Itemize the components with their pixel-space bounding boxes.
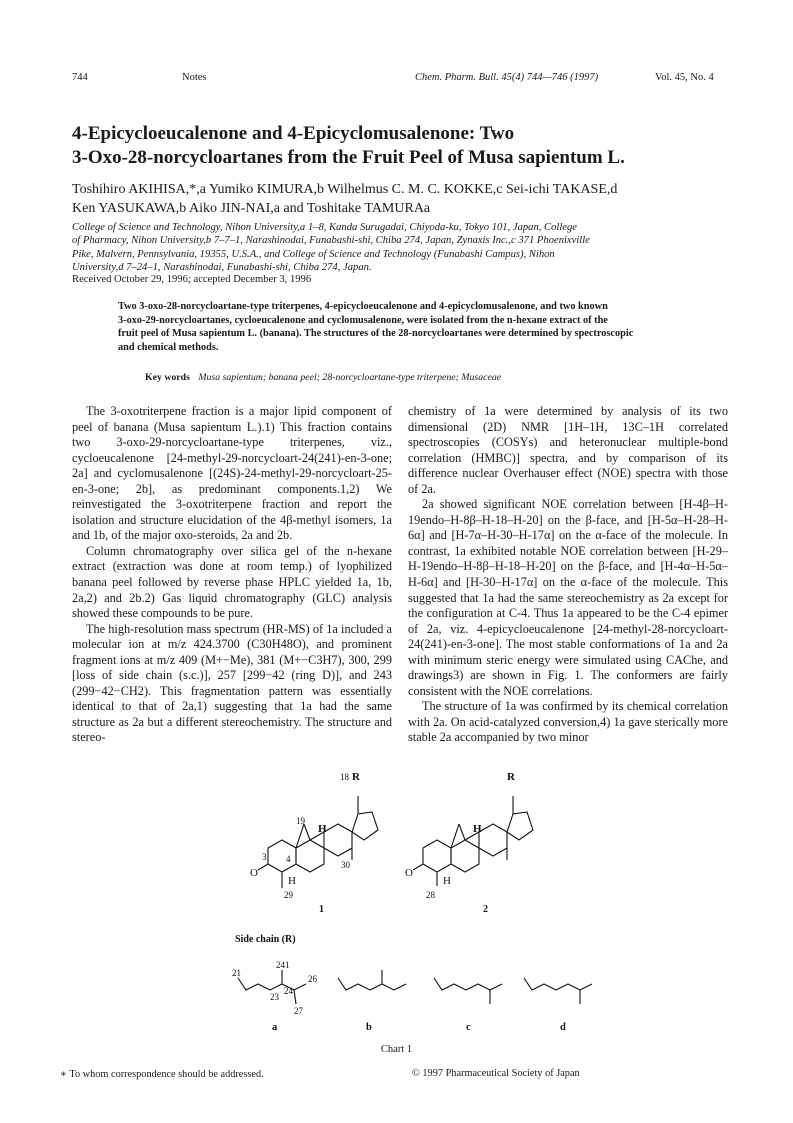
label-r-1: R bbox=[352, 771, 360, 783]
authors-line-2: Ken YASUKAWA,b Aiko JIN-NAI,a and Toshitake TAMURAa bbox=[72, 201, 431, 216]
section-label: Notes bbox=[182, 72, 207, 83]
compound-1-label: 1 bbox=[319, 904, 324, 915]
copyright-notice: © 1997 Pharmaceutical Society of Japan bbox=[412, 1068, 580, 1079]
affiliation-line-4: University,d 7–24–1, Narashinodai, Funabashi-shi, Chiba 274, Japan. bbox=[72, 261, 372, 273]
affiliation-line-1: College of Science and Technology, Nihon University,a 1–8, Kanda Surugadai, Chiyoda-ku, Tokyo 101, Japan, College bbox=[72, 222, 578, 233]
label-27: 27 bbox=[294, 1006, 303, 1016]
authors-line-1: Toshihiro AKIHISA,*,a Yumiko KIMURA,b Wilhelmus C. M. C. KOKKE,c Sei-ichi TAKASE,d bbox=[72, 182, 618, 197]
label-r-2: R bbox=[507, 771, 515, 783]
ring-c-2 bbox=[479, 824, 507, 856]
title-line-2: 3-Oxo-28-norcycloartanes from the Fruit Peel of Musa sapientum L. bbox=[72, 147, 625, 168]
label-26: 26 bbox=[308, 974, 317, 984]
side-chain-d bbox=[524, 978, 592, 990]
label-h-2b: H bbox=[443, 875, 451, 887]
compound-2-label: 2 bbox=[483, 904, 488, 915]
ring-d-1 bbox=[352, 812, 378, 840]
label-23: 23 bbox=[270, 992, 279, 1002]
label-h-2a: H bbox=[473, 823, 482, 835]
label-4: 4 bbox=[286, 854, 291, 864]
label-o-1: O bbox=[250, 867, 258, 879]
keywords-text: Musa sapientum; banana peel; 28-norcycloartane-type triterpene; Musaceae bbox=[198, 372, 502, 383]
label-19: 19 bbox=[296, 816, 305, 826]
side-chain-a-label: a bbox=[272, 1022, 278, 1033]
correspondence-footnote: ∗ To whom correspondence should be addressed. bbox=[60, 1069, 264, 1080]
side-chain-heading: Side chain (R) bbox=[235, 934, 296, 945]
side-chain-b-label: b bbox=[366, 1022, 372, 1033]
label-h-1b: H bbox=[288, 875, 296, 887]
side-chain-d-label: d bbox=[560, 1022, 566, 1033]
label-o-2: O bbox=[405, 867, 413, 879]
paragraph: chemistry of 1a were determined by analysis of its two dimensional (2D) NMR [1H–1H, 13C–1H correlated spectroscopies (COSYs) and heteronuclear multiple-bond correlation (HMBC)] spectra, and by comparison of its difference nuclear Overhauser effect (NOE) spectra with those of 2a. bbox=[408, 404, 728, 496]
ring-a-2 bbox=[423, 840, 451, 872]
paragraph: Column chromatography over silica gel of the n-hexane extract (extraction was done at room temp.) of lyophilized banana peel followed by reverse phase HPLC yielded 1a, 1b, 2a,2) and 2b.2) Gas liquid chromatography (GLC) analysis showed these compounds to be pure. bbox=[72, 543, 392, 621]
volume-label: Vol. 45, No. 4 bbox=[655, 72, 714, 83]
affiliation-line-2: of Pharmacy, Nihon University,b 7–7–1, Narashinodai, Funabashi-shi, Chiba 274, Japan, Zynaxis Inc.,c 371 Phoenixville bbox=[72, 235, 590, 247]
label-24: 24 bbox=[284, 986, 293, 996]
title-line-1: 4-Epicycloeucalenone and 4-Epicyclomusalenone: Two bbox=[72, 123, 515, 144]
abstract-line-4: and chemical methods. bbox=[118, 341, 219, 353]
affiliation-line-3: Pike, Malvern, Pennsylvania, 19355, U.S.A., and College of Science and Technology (Funabashi Campus), Nihon bbox=[72, 248, 555, 260]
paragraph: The high-resolution mass spectrum (HR-MS) of 1a included a molecular ion at m/z 424.3700 (C30H48O), and prominent fragment ions at m/z 409 (M+−Me), 381 (M+−C3H7), 300, 299 [loss of side chain (s.c.)], 257 [299−42 (ring D)], and 243 (299−42−CH2). This fragmentation pattern was essentially identical to that of 2a,1) suggesting that 1a had the same structure as 2a but a different stereochemistry. The structure and stereo- bbox=[72, 621, 392, 745]
label-29: 29 bbox=[284, 890, 293, 900]
keywords-label: Key words bbox=[145, 372, 190, 383]
side-chain-a bbox=[238, 978, 306, 990]
abstract-line-1: Two 3-oxo-28-norcycloartane-type triterpenes, 4-epicycloeucalenone and 4-epicyclomusalenone, and two known bbox=[118, 301, 608, 312]
received-dates: Received October 29, 1996; accepted December 3, 1996 bbox=[72, 274, 312, 285]
paragraph: The 3-oxotriterpene fraction is a major lipid component of peel of banana (Musa sapientum L.).1) This fraction contains two 3-oxo-29-norcycloartane-type triterpenes, viz., cycloeucalenone [24-methyl-29-norcycloart-24(241)-en-3-one; 2a] and cyclomusalenone [(24S)-24-methyl-29-norcycloart-25-en-3-one; 2b], as predominant components.1,2) We reinvestigated the 3-oxotriterpene fraction and report the isolation and structure elucidation of the 4β-methyl isomers, 1a and 1b, of the major oxo-steroids, 2a and 2b. bbox=[72, 404, 392, 543]
chart-caption: Chart 1 bbox=[380, 1044, 413, 1055]
abstract-line-2: 3-oxo-29-norcycloartanes, cycloeucalenone and cyclomusalenone, were isolated from the n-hexane extract of the bbox=[118, 314, 608, 326]
side-chain-c-label: c bbox=[466, 1022, 471, 1033]
paragraph: The structure of 1a was confirmed by its chemical correlation with 2a. On acid-catalyzed conversion,4) 1a gave sterically more stable 2a accompanied by two minor bbox=[408, 699, 728, 745]
label-21: 21 bbox=[232, 968, 241, 978]
page-number: 744 bbox=[72, 72, 88, 83]
abstract-line-3: fruit peel of Musa sapientum L. (banana). The structures of the 28-norcycloartanes were determined by spectroscopic bbox=[118, 328, 634, 340]
ring-a-1 bbox=[268, 840, 296, 872]
label-3: 3 bbox=[262, 852, 267, 862]
side-chain-c bbox=[434, 978, 502, 990]
side-chain-b bbox=[338, 978, 406, 990]
label-18: 18 bbox=[340, 772, 349, 782]
label-28: 28 bbox=[426, 890, 435, 900]
journal-citation: Chem. Pharm. Bull. 45(4) 744—746 (1997) bbox=[415, 72, 599, 83]
label-h-1a: H bbox=[318, 823, 327, 835]
ring-b-1 bbox=[296, 840, 324, 872]
ring-b-2 bbox=[451, 840, 479, 872]
paragraph: 2a showed significant NOE correlation between [H-4β–H-19endo–H-8β–H-18–H-20] on the β-face, and [H-5α–H-28–H-6α] and [H-7α–H-30–H-17α] on the α-face of the molecule. In contrast, 1a exhibited notable NOE correlation between [H-29–H-19endo–H-8β–H-18–H-20] on the β-face, and [H-4α–H-5α–H-6α] and [H-30–H-17α] on the α-face of the molecule. This suggested that 1a had the same stereochemistry as 2a except for the configuration at C-4. Thus 1a appeared to be the C-4 epimer of 2a, viz. 4-epicycloeucalenone [24-methyl-28-norcycloart-24(241)-en-3-one]. The most stable conformations of 1a and 2a with minimum steric energy were simulated using CAChe, and drawings3) are shown in Fig. 1. The conformers are fairly consistent with the NOE correlations. bbox=[408, 497, 728, 698]
ring-c-1 bbox=[324, 824, 352, 856]
ring-d-2 bbox=[507, 812, 533, 840]
label-30: 30 bbox=[341, 860, 350, 870]
label-241: 241 bbox=[276, 960, 290, 970]
